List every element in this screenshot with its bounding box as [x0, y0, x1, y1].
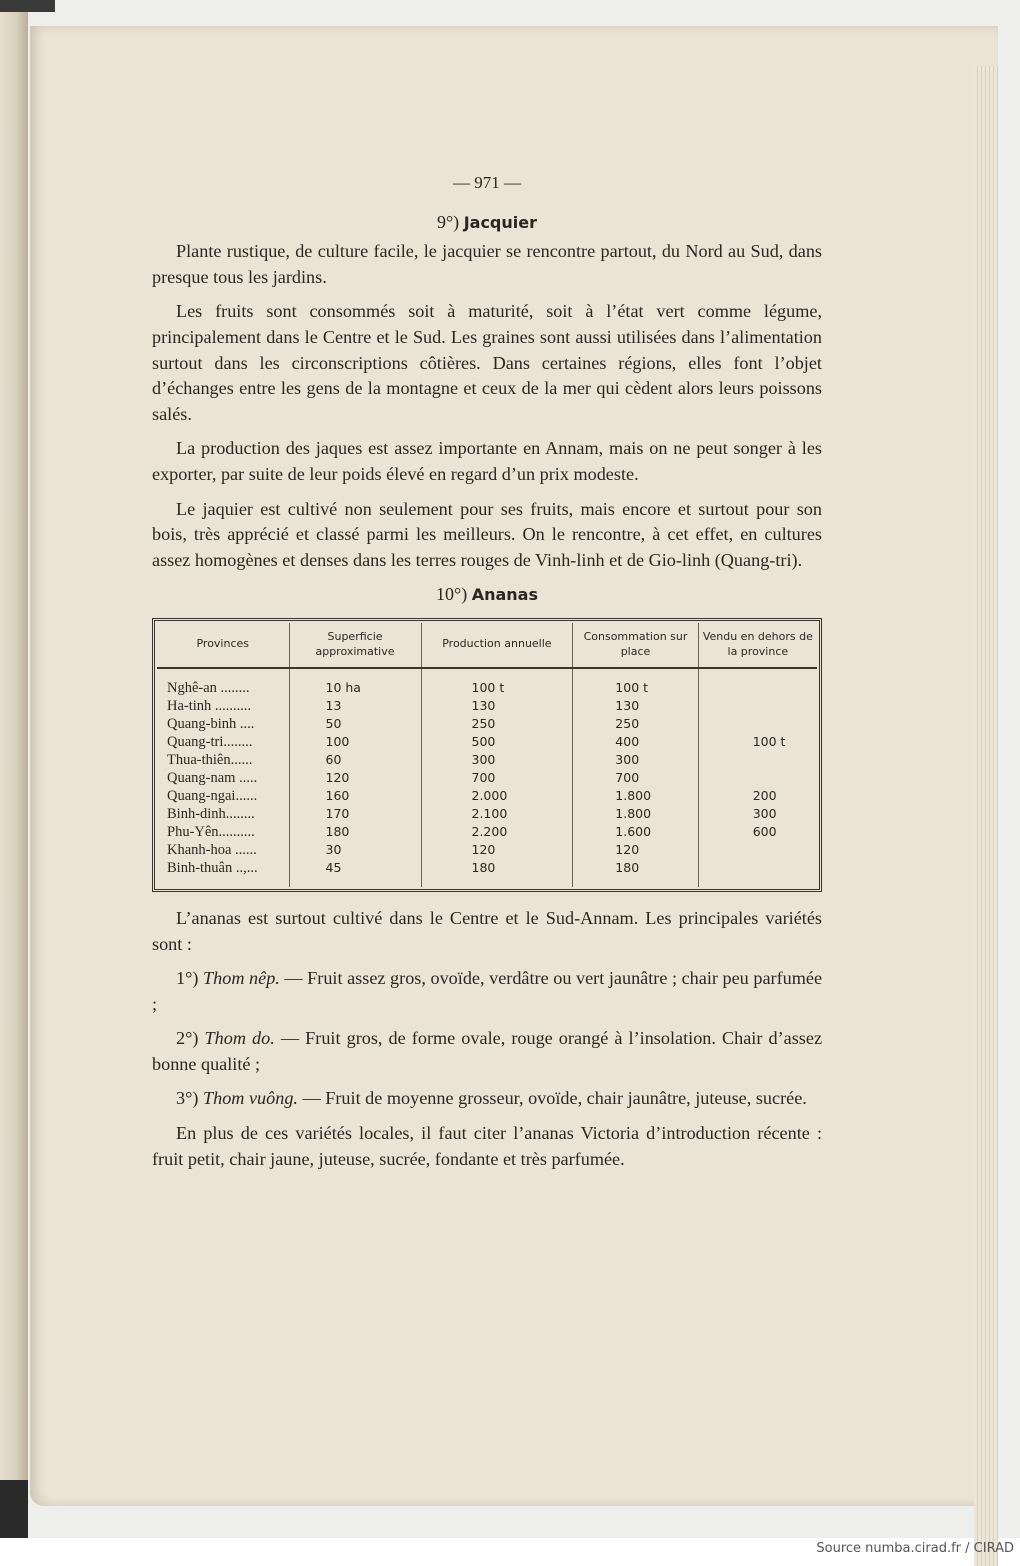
- cell-vendu: [698, 751, 817, 769]
- cell-province: Quang-binh ....: [167, 715, 255, 732]
- cell-superficie: 30: [289, 841, 421, 859]
- cell-production: 120: [421, 841, 573, 859]
- cell-province: Phu-Yên..........: [167, 823, 255, 840]
- variety-number: 3°): [176, 1088, 199, 1109]
- cell-province: Ha-tinh ..........: [167, 697, 252, 714]
- variety-description: — Fruit gros, de forme ovale, rouge orangé à l’insolation. Chair d’assez bonne qualité ;: [152, 1028, 823, 1074]
- cell-production: 2.000: [421, 787, 573, 805]
- variety-description: — Fruit de moyenne grosseur, ovoïde, chair jaunâtre, juteuse, sucrée.: [297, 1088, 807, 1109]
- cell-vendu: 100 t: [698, 733, 817, 751]
- cell-province: Quang-ngai......: [167, 787, 258, 804]
- cell-production: 180: [421, 859, 573, 887]
- cell-vendu: [698, 715, 817, 733]
- header-production: Production annuelle: [421, 623, 573, 668]
- page-stack-edges: [974, 66, 998, 1566]
- cell-production: 500: [421, 733, 573, 751]
- cell-province: Thua-thiên......: [167, 751, 253, 768]
- section-title-jacquier: [152, 210, 822, 236]
- cell-vendu: 300: [698, 805, 817, 823]
- header-provinces: Provinces: [157, 623, 289, 668]
- cell-superficie: 13: [289, 697, 421, 715]
- scan-corner-shadow-bottom: [0, 1480, 28, 1538]
- cell-production: 100 t: [421, 668, 573, 697]
- paragraph: Les fruits sont consommés soit à maturité, soit à l’état vert comme légume, principalement dans le Centre et le Sud. Les graines sont aussi utilisées dans l’alimentation surtout dans les circonscriptions côtières. Dans certaines régions, elles font l’objet d’échanges entre les gens de la montagne et ceux de la mer qui cèdent alors leurs poissons salés.: [152, 301, 822, 424]
- variety-name: Thom nêp.: [203, 968, 280, 989]
- section-number: 10°): [436, 584, 468, 605]
- cell-superficie: 100: [289, 733, 421, 751]
- table-row: [157, 697, 817, 715]
- cell-consommation: 130: [573, 697, 698, 715]
- cell-province: Quang-nam .....: [167, 769, 258, 786]
- cell-vendu: 600: [698, 823, 817, 841]
- table-row: [157, 859, 817, 887]
- page-number: — 971 —: [453, 173, 521, 192]
- cell-consommation: 180: [573, 859, 698, 887]
- facing-page-edge: [0, 0, 28, 1538]
- cell-production: 300: [421, 751, 573, 769]
- cell-consommation: 1.800: [573, 787, 698, 805]
- table-row: [157, 823, 817, 841]
- cell-superficie: 50: [289, 715, 421, 733]
- scan-corner-shadow: [0, 0, 55, 12]
- cell-consommation: 1.600: [573, 823, 698, 841]
- cell-production: 2.100: [421, 805, 573, 823]
- cell-province: Binh-thuân ..,...: [167, 859, 258, 876]
- cell-consommation: 250: [573, 715, 698, 733]
- cell-vendu: [698, 668, 817, 697]
- cell-province: Quang-tri........: [167, 733, 253, 750]
- cell-superficie: 45: [289, 859, 421, 887]
- header-vendu: Vendu en dehors de la province: [698, 623, 817, 668]
- cell-superficie: 160: [289, 787, 421, 805]
- ananas-table-frame: [152, 618, 822, 892]
- ananas-production-table: [157, 623, 817, 887]
- cell-consommation: 400: [573, 733, 698, 751]
- cell-consommation: 120: [573, 841, 698, 859]
- paragraph-closing: En plus de ces variétés locales, il faut citer l’ananas Victoria d’introduction récente : fruit petit, chair jaune, juteuse, sucrée, fondante et très parfumée.: [152, 1123, 822, 1169]
- variety-number: 1°): [176, 968, 199, 989]
- cell-consommation: 700: [573, 769, 698, 787]
- variety-description: — Fruit assez gros, ovoïde, verdâtre ou vert jaunâtre ; chair peu parfumée ;: [152, 968, 823, 1014]
- cell-production: 700: [421, 769, 573, 787]
- table-row: [157, 841, 817, 859]
- table-row: [157, 715, 817, 733]
- cell-superficie: 170: [289, 805, 421, 823]
- cell-consommation: 100 t: [573, 668, 698, 697]
- variety-item: [152, 1026, 822, 1077]
- header-consommation: Consommation sur place: [573, 623, 698, 668]
- paragraph: Le jaquier est cultivé non seulement pour ses fruits, mais encore et surtout pour son bois, très apprécié et classé parmi les meilleurs. On le rencontre, à cet effet, en cultures assez homogènes et denses dans les terres rouges de Vinh-linh et de Gio-linh (Quang-tri).: [152, 498, 822, 570]
- cell-province: Binh-dinh........: [167, 805, 255, 822]
- paragraph: Plante rustique, de culture facile, le jacquier se rencontre partout, du Nord au Sud, dans presque tous les jardins.: [152, 241, 822, 287]
- section-number: 9°): [436, 211, 460, 232]
- table-row: [157, 769, 817, 787]
- cell-vendu: [698, 769, 817, 787]
- cell-superficie: 120: [289, 769, 421, 787]
- cell-superficie: 10 ha: [289, 668, 421, 697]
- cell-production: 250: [421, 715, 573, 733]
- table-row: [157, 805, 817, 823]
- cell-vendu: [698, 697, 817, 715]
- cell-province: Khanh-hoa ......: [167, 841, 257, 858]
- source-credit: Source numba.cirad.fr / CIRAD: [816, 1541, 1014, 1556]
- table-row: [157, 668, 817, 697]
- variety-number: 2°): [176, 1028, 199, 1049]
- table-header-row: [157, 623, 817, 668]
- variety-item: [152, 1086, 822, 1112]
- cell-superficie: 180: [289, 823, 421, 841]
- cell-production: 2.200: [421, 823, 573, 841]
- page-content: [152, 170, 822, 1181]
- cell-vendu: [698, 859, 817, 887]
- table-row: [157, 733, 817, 751]
- cell-production: 130: [421, 697, 573, 715]
- table-row: [157, 787, 817, 805]
- section-title-ananas: [152, 582, 822, 608]
- cell-vendu: 200: [698, 787, 817, 805]
- cell-province: Nghê-an ........: [167, 679, 250, 696]
- cell-vendu: [698, 841, 817, 859]
- header-superficie: Superficie approximative: [289, 623, 421, 668]
- cell-consommation: 300: [573, 751, 698, 769]
- variety-name: Thom vuông.: [202, 1088, 298, 1109]
- paragraph: La production des jaques est assez importante en Annam, mais on ne peut songer à les exporter, par suite de leur poids élevé en regard d’un prix modeste.: [152, 438, 822, 484]
- table-row: [157, 751, 817, 769]
- paragraph-intro: L’ananas est surtout cultivé dans le Centre et le Sud-Annam. Les principales variétés sont :: [152, 907, 822, 954]
- cell-consommation: 1.800: [573, 805, 698, 823]
- cell-superficie: 60: [289, 751, 421, 769]
- section-heading: Ananas: [471, 585, 538, 605]
- variety-item: [152, 966, 822, 1017]
- section-heading: Jacquier: [463, 212, 537, 232]
- variety-name: Thom do.: [204, 1028, 275, 1049]
